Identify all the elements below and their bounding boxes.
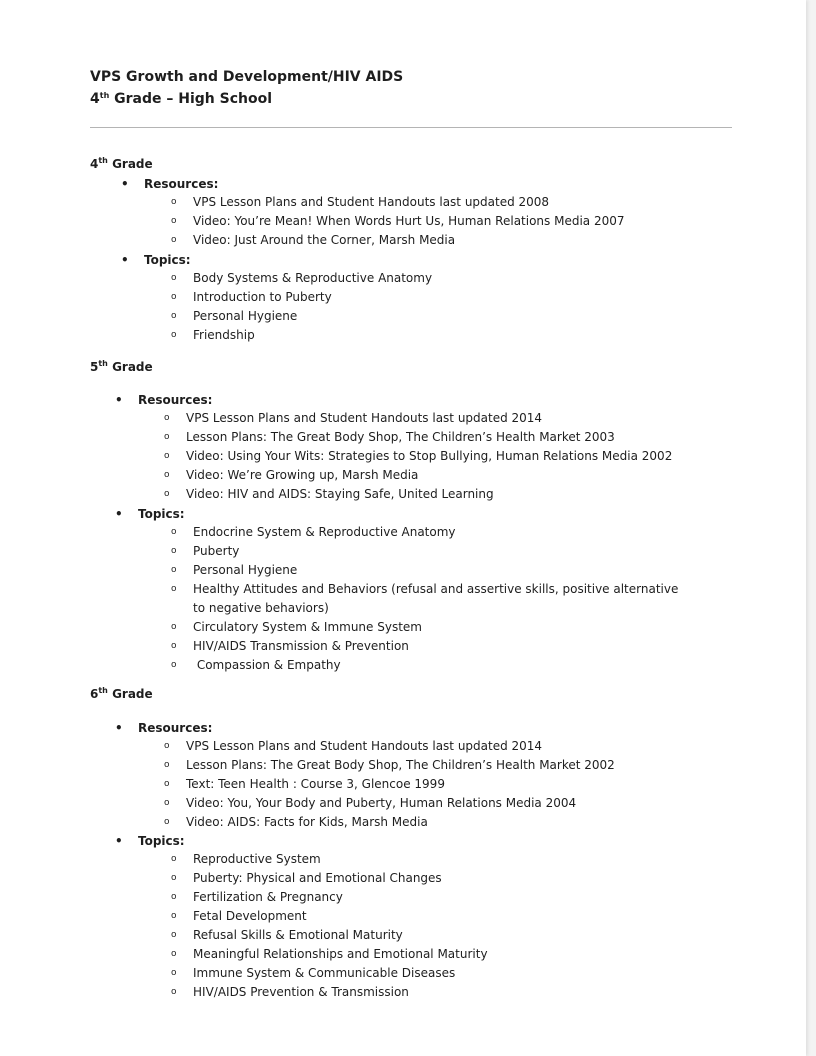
bullet-icon: •: [115, 721, 123, 735]
circle-bullet-icon: o: [171, 892, 177, 902]
circle-bullet-icon: o: [171, 873, 177, 883]
resources-heading: • Resources:: [115, 393, 213, 407]
list-item: o Video: HIV and AIDS: Staying Safe, United Learning: [186, 485, 672, 504]
circle-bullet-icon: o: [171, 273, 177, 283]
list-item: o VPS Lesson Plans and Student Handouts last updated 2014: [186, 737, 615, 756]
circle-bullet-icon: o: [171, 968, 177, 978]
circle-bullet-icon: o: [171, 930, 177, 940]
title-line-2: [90, 88, 403, 110]
list-item: o Personal Hygiene: [193, 307, 432, 326]
topics-heading: • Topics:: [121, 253, 191, 267]
list-item: o Introduction to Puberty: [193, 288, 432, 307]
circle-bullet-icon: o: [164, 741, 170, 751]
circle-bullet-icon: o: [171, 311, 177, 321]
list-item: o Personal Hygiene: [193, 561, 693, 580]
list-item: o Compassion & Empathy: [193, 656, 693, 675]
list-item: o Meaningful Relationships and Emotional Maturity: [193, 945, 488, 964]
list-item: o Refusal Skills & Emotional Maturity: [193, 926, 488, 945]
list-item: o Video: AIDS: Facts for Kids, Marsh Media: [186, 813, 615, 832]
circle-bullet-icon: o: [171, 911, 177, 921]
topics-heading: • Topics:: [115, 834, 185, 848]
circle-bullet-icon: o: [171, 622, 177, 632]
title-grade-suffix: th: [99, 91, 110, 100]
list-item: o Video: Just Around the Corner, Marsh Media: [193, 231, 625, 250]
circle-bullet-icon: o: [171, 330, 177, 340]
document-title: [90, 66, 403, 110]
circle-bullet-icon: o: [164, 432, 170, 442]
grade-heading: 5th Grade: [90, 359, 153, 374]
circle-bullet-icon: o: [171, 292, 177, 302]
list-item: o HIV/AIDS Transmission & Prevention: [193, 637, 693, 656]
list-item: o Fertilization & Pregnancy: [193, 888, 488, 907]
list-item: o Puberty: [193, 542, 693, 561]
list-item: o Lesson Plans: The Great Body Shop, The Children’s Health Market 2003: [186, 428, 672, 447]
list-item: o Video: You, Your Body and Puberty, Human Relations Media 2004: [186, 794, 615, 813]
topics-list: [171, 269, 433, 345]
circle-bullet-icon: o: [171, 235, 177, 245]
circle-bullet-icon: o: [171, 949, 177, 959]
list-item: o Lesson Plans: The Great Body Shop, The Children’s Health Market 2002: [186, 756, 615, 775]
bullet-icon: •: [115, 507, 123, 521]
resources-list: [164, 409, 673, 504]
list-item: o Healthy Attitudes and Behaviors (refusal and assertive skills, positive alternative to negative behaviors): [171, 582, 679, 615]
list-item: o VPS Lesson Plans and Student Handouts last updated 2014: [186, 409, 672, 428]
circle-bullet-icon: o: [171, 216, 177, 226]
title-grade-number: 4: [90, 91, 100, 107]
list-item: o Video: Using Your Wits: Strategies to Stop Bullying, Human Relations Media 2002: [186, 447, 672, 466]
resources-heading: • Resources:: [115, 721, 213, 735]
bullet-icon: •: [115, 393, 123, 407]
circle-bullet-icon: o: [164, 489, 170, 499]
circle-bullet-icon: o: [171, 546, 177, 556]
circle-bullet-icon: o: [171, 641, 177, 651]
list-item: o Fetal Development: [193, 907, 488, 926]
circle-bullet-icon: o: [164, 817, 170, 827]
circle-bullet-icon: o: [171, 527, 177, 537]
title-line-1: VPS Growth and Development/HIV AIDS: [90, 69, 404, 85]
title-grade-range: Grade – High School: [109, 91, 273, 107]
circle-bullet-icon: o: [171, 987, 177, 997]
bullet-icon: •: [121, 253, 129, 267]
circle-bullet-icon: o: [164, 760, 170, 770]
list-item: o Video: We’re Growing up, Marsh Media: [186, 466, 672, 485]
circle-bullet-icon: o: [171, 660, 177, 670]
resources-list: [164, 737, 615, 832]
grade-heading: 4th Grade: [90, 156, 153, 171]
horizontal-rule: [90, 127, 732, 128]
circle-bullet-icon: o: [164, 798, 170, 808]
list-item: o Circulatory System & Immune System: [193, 618, 693, 637]
topics-heading: • Topics:: [115, 507, 185, 521]
resources-list: [171, 193, 625, 250]
bullet-icon: •: [121, 177, 129, 191]
circle-bullet-icon: o: [171, 565, 177, 575]
list-item: o Text: Teen Health : Course 3, Glencoe 1999: [186, 775, 615, 794]
circle-bullet-icon: o: [164, 470, 170, 480]
circle-bullet-icon: o: [171, 584, 177, 594]
topics-list: [171, 523, 693, 675]
circle-bullet-icon: o: [171, 854, 177, 864]
list-item: o Friendship: [193, 326, 432, 345]
grade-heading: 6th Grade: [90, 686, 153, 701]
bullet-icon: •: [115, 834, 123, 848]
list-item: o Video: You’re Mean! When Words Hurt Us, Human Relations Media 2007: [193, 212, 625, 231]
circle-bullet-icon: o: [164, 413, 170, 423]
list-item: o Reproductive System: [193, 850, 488, 869]
list-item: o Puberty: Physical and Emotional Changes: [193, 869, 488, 888]
circle-bullet-icon: o: [171, 197, 177, 207]
list-item: o Endocrine System & Reproductive Anatomy: [193, 523, 693, 542]
topics-list: [171, 850, 488, 1002]
resources-heading: • Resources:: [121, 177, 219, 191]
list-item: o VPS Lesson Plans and Student Handouts last updated 2008: [193, 193, 625, 212]
list-item: o Immune System & Communicable Diseases: [193, 964, 488, 983]
list-item: o Body Systems & Reproductive Anatomy: [193, 269, 432, 288]
list-item: o HIV/AIDS Prevention & Transmission: [193, 983, 488, 1002]
circle-bullet-icon: o: [164, 779, 170, 789]
circle-bullet-icon: o: [164, 451, 170, 461]
